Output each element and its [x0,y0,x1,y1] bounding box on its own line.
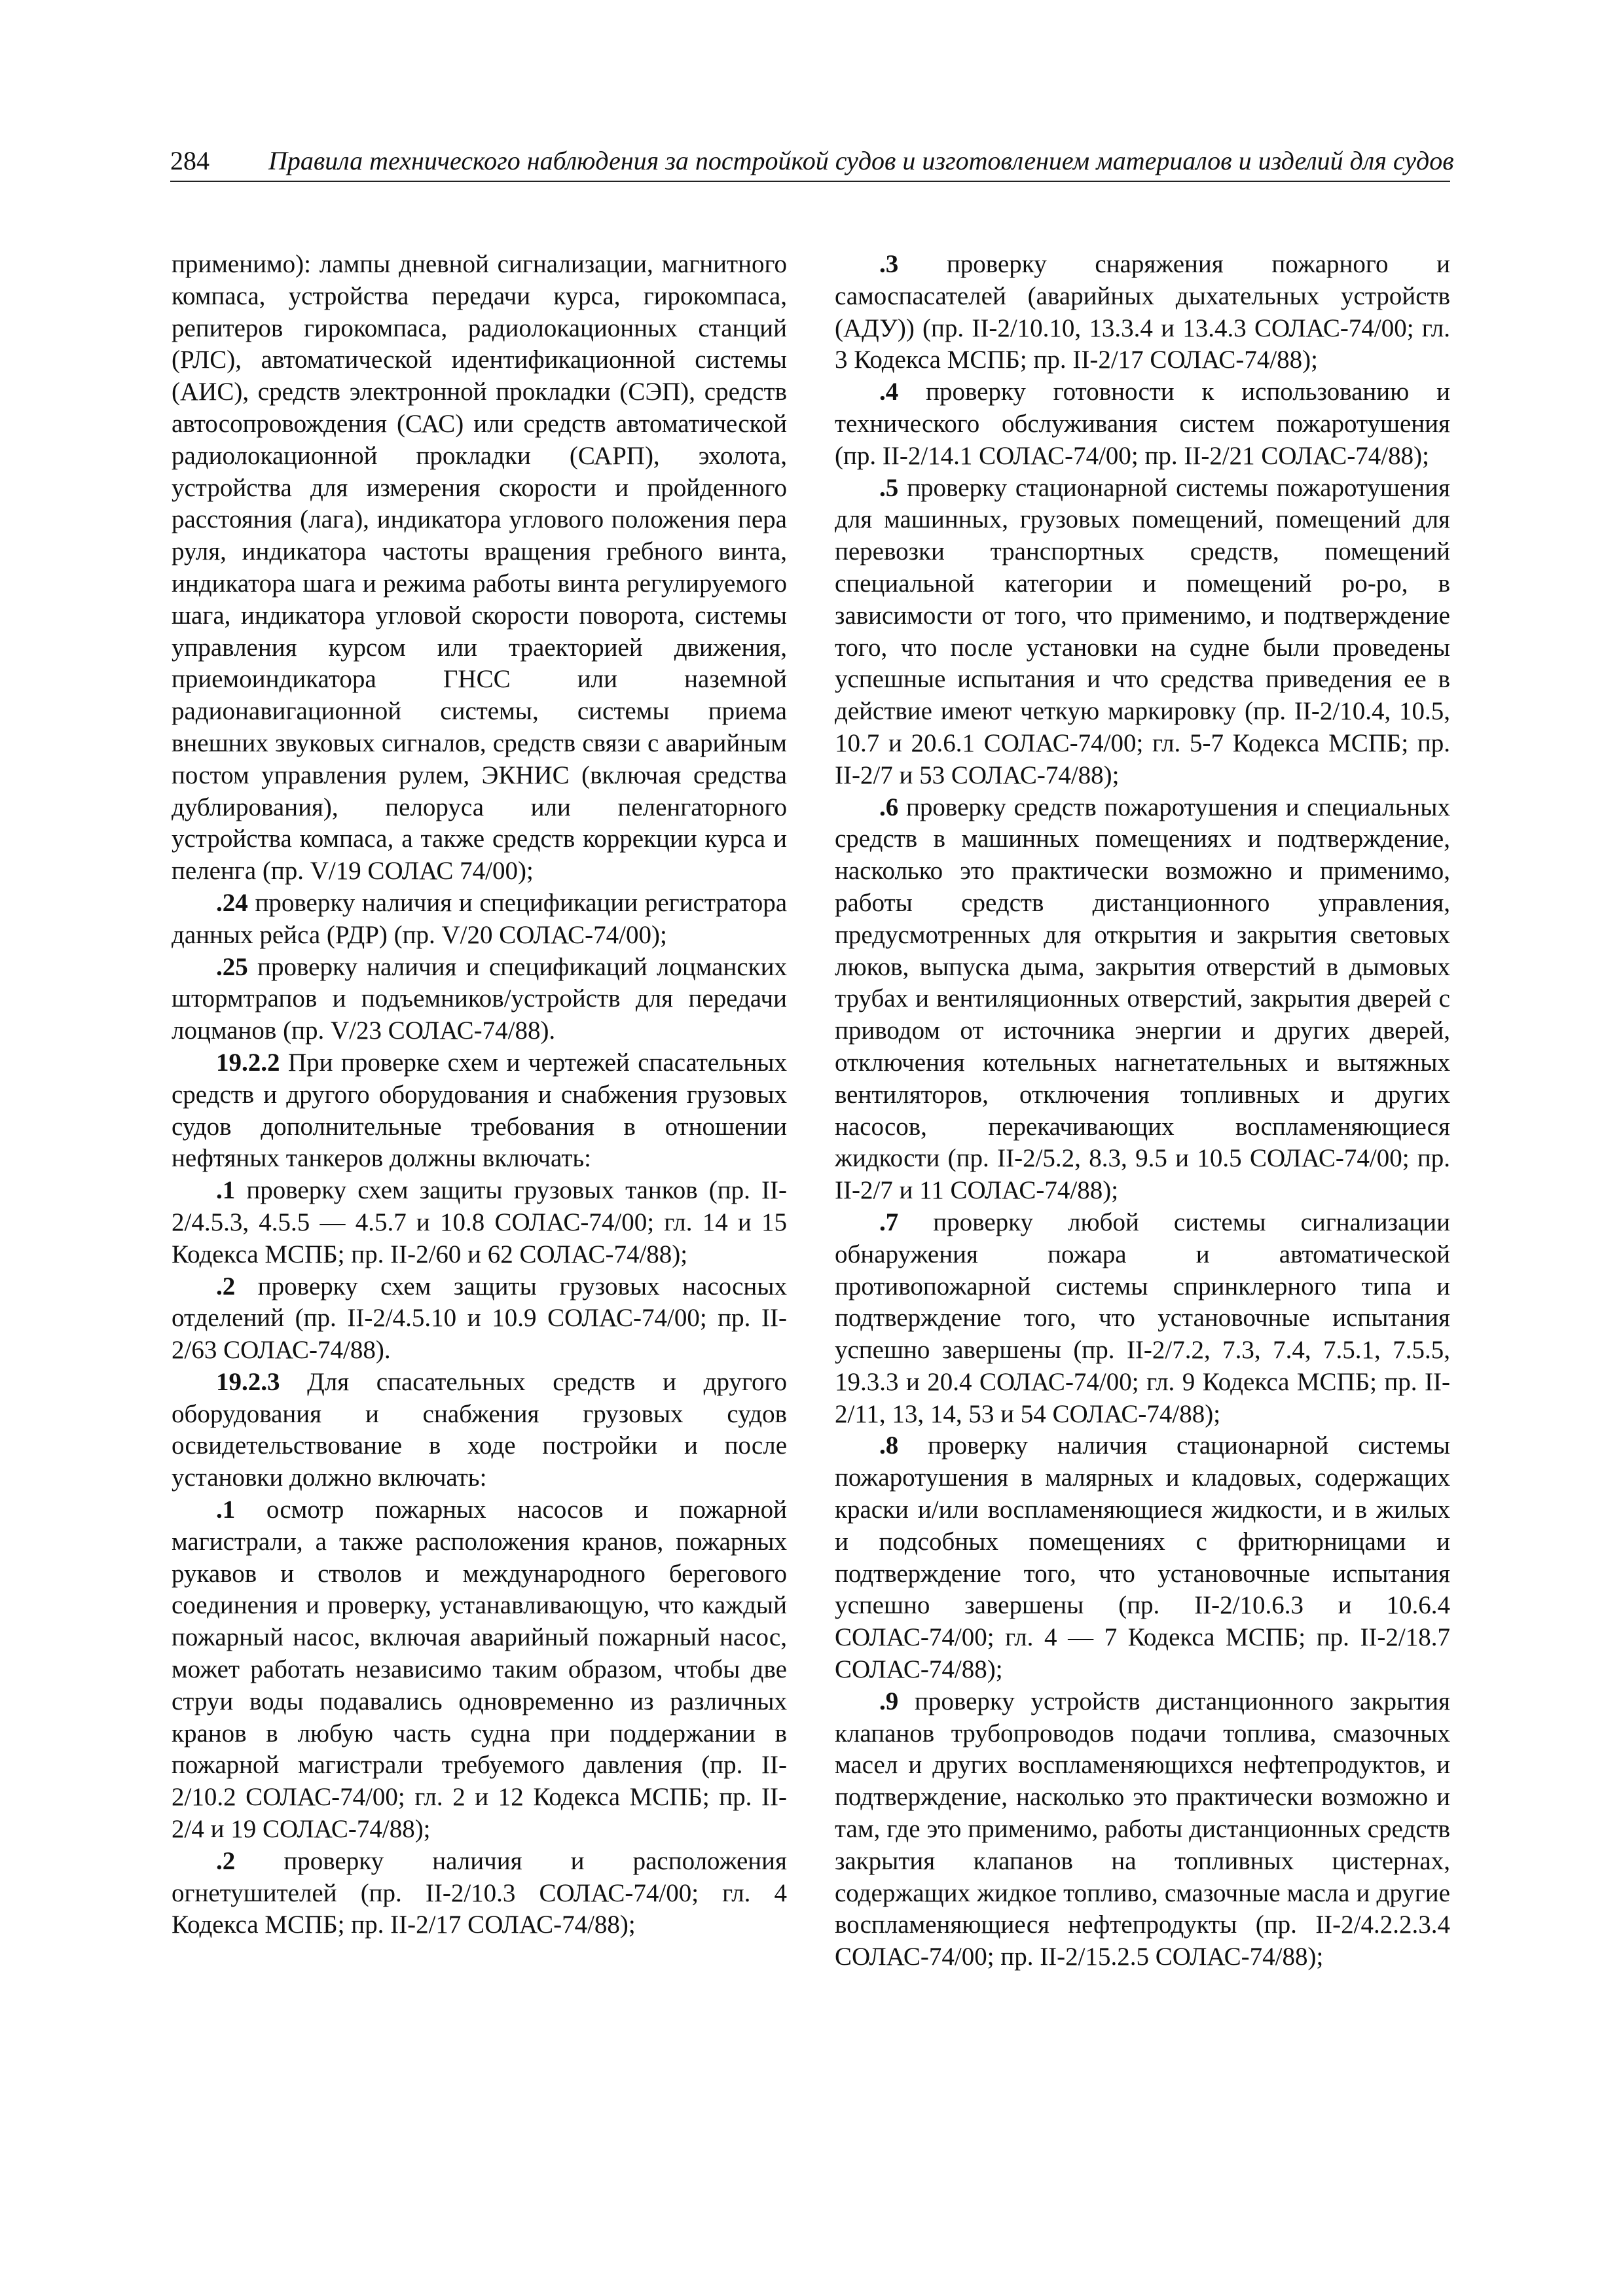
item-number: .9 [879,1687,899,1715]
paragraph [172,1494,787,1846]
paragraph [172,1271,787,1367]
paragraph-text: проверку средств пожаротушения и специальных средств в машинных помещениях и подтверждение, насколько это практически возможно и применимо, работы средств дистанционного управления, предусмотренных для открытия и закрытия световых люков, выпуска дыма, закрытия отверстий в дымовых трубах и вентиляционных отверстий, закрытия дверей с приводом от источника энергии и других дверей, отключения котельных нагнетательных и вытяжных вентиляторов, отключения топливных и других насосов, перекачивающих воспламеняющиеся жидкости (пр. II-2/5.2, 8.3, 9.5 и 10.5 СОЛАС-74/00; пр. II-2/7 и 11 СОЛАС-74/88); [835,793,1450,1205]
item-number: .1 [216,1496,236,1524]
item-number: .4 [879,378,899,406]
page-number: 284 [170,146,210,175]
left-column [172,249,787,1941]
paragraph [172,888,787,952]
item-number: .25 [216,952,248,981]
item-number: .5 [879,473,899,502]
item-number: .6 [879,793,899,821]
paragraph [835,1430,1450,1685]
section-number: 19.2.3 [216,1367,280,1396]
item-number: .3 [879,250,899,278]
paragraph [835,792,1450,1207]
paragraph-text: проверку наличия и спецификаций лоцманских штормтрапов и подъемников/устройств для передачи лоцманов (пр. V/23 СОЛАС-74/88). [172,952,787,1045]
paragraph [172,1367,787,1494]
section-number: 19.2.2 [216,1048,280,1077]
item-number: .8 [879,1431,899,1460]
paragraph-text: проверку стационарной системы пожаротушения для машинных, грузовых помещений, помещений для перевозки транспортных средств, помещений специальной категории и помещений ро-ро, в зависимости от того, что применимо, и подтверждение того, что после установки на судне были проведены успешные испытания и что средства приведения ее в действие имеют четкую маркировку (пр. II-2/10.4, 10.5, 10.7 и 20.6.1 СОЛАС-74/00; гл. 5-7 Кодекса МСПБ; пр. II-2/7 и 53 СОЛАС-74/88); [835,473,1450,789]
paragraph [835,249,1450,376]
item-number: .2 [216,1272,236,1300]
paragraph-text: проверку любой системы сигнализации обнаружения пожара и автоматической противопожарной системы спринклерного типа и подтверждение того, что установочные испытания успешно завершены (пр. II-2/7.2, 7.3, 7.4, 7.5.1, 7.5.5, 19.3.3 и 20.4 СОЛАС-74/00; гл. 9 Кодекса МСПБ; пр. II-2/11, 13, 14, 53 и 54 СОЛАС-74/88); [835,1208,1450,1428]
right-column [835,249,1450,1973]
paragraph-text: проверку наличия стационарной системы пожаротушения в малярных и кладовых, содержащих краски и/или воспламеняющиеся жидкости, и в жилых и подсобных помещениях с фритюрницами и подтверждение того, что установочные испытания успешно завершены (пр. II-2/10.6.3 и 10.6.4 СОЛАС-74/00; гл. 4 — 7 Кодекса МСПБ; пр. II-2/18.7 СОЛАС-74/88); [835,1431,1450,1684]
paragraph-text: проверку схем защиты грузовых насосных отделений (пр. II-2/4.5.10 и 10.9 СОЛАС-74/00; пр. II-2/63 СОЛАС-74/88). [172,1272,787,1365]
running-title: Правила технического наблюдения за постройкой судов и изготовлением материалов и изделий для судов [268,146,1454,175]
paragraph [172,1047,787,1175]
paragraph-text: проверку снаряжения пожарного и самоспасателей (аварийных дыхательных устройств (АДУ)) (пр. II-2/10.10, 13.3.4 и 13.4.3 СОЛАС-74/00; гл. 3 Кодекса МСПБ; пр. II-2/17 СОЛАС-74/88); [835,250,1450,374]
paragraph-text: проверку наличия и расположения огнетушителей (пр. II-2/10.3 СОЛАС-74/00; гл. 4 Кодекса МСПБ; пр. II-2/17 СОЛАС-74/88); [172,1846,787,1939]
item-number: .1 [216,1176,236,1205]
paragraph-text: проверку готовности к использованию и технического обслуживания систем пожаротушения (пр. II-2/14.1 СОЛАС-74/00; пр. II-2/21 СОЛАС-74/88); [835,378,1450,470]
paragraph [835,473,1450,792]
paragraph-text: применимо): лампы дневной сигнализации, магнитного компаса, устройства передачи курса, гирокомпаса, репитеров гирокомпаса, радиолокационных станций (РЛС), автоматической идентификационной системы (АИС), средств электронной прокладки (СЭП), средств автосопровождения (САС) или средств автоматической радиолокационной прокладки (САРП), эхолота, устройства для измерения скорости и пройденного расстояния (лага), индикатора углового положения пера руля, индикатора частоты вращения гребного винта, индикатора шага и режима работы винта регулируемого шага, индикатора угловой скорости поворота, системы управления курсом или траекторией движения, приемоиндикатора ГНСС или наземной радионавигационной системы, системы приема внешних звуковых сигналов, средств связи с аварийным постом управления рулем, ЭКНИС (включая средства дублирования), пелоруса или пеленгаторного устройства компаса, а также средств коррекции курса и пеленга (пр. V/19 СОЛАС 74/00); [172,250,787,886]
paragraph-text: проверку устройств дистанционного закрытия клапанов трубопроводов подачи топлива, смазочных масел и других воспламеняющихся нефтепродуктов, и подтверждение, насколько это практически возможно и там, где это применимо, работы дистанционных средств закрытия клапанов на топливных цистернах, содержащих жидкое топливо, смазочные масла и другие воспламеняющиеся нефтепродукты (пр. II-2/4.2.2.3.4 СОЛАС-74/00; пр. II-2/15.2.5 СОЛАС-74/88); [835,1687,1450,1971]
paragraph-text: Для спасательных средств и другого оборудования и снабжения грузовых судов освидетельствование в ходе постройки и после установки должно включать: [172,1367,787,1492]
paragraph [172,1175,787,1270]
paragraph [835,376,1450,472]
item-number: .2 [216,1846,236,1875]
paragraph [835,1686,1450,1973]
paragraph [835,1207,1450,1431]
paragraph-text: При проверке схем и чертежей спасательных средств и другого оборудования и снабжения грузовых судов дополнительные требования в отношении нефтяных танкеров должны включать: [172,1048,787,1173]
paragraph [172,952,787,1047]
paragraph-text: осмотр пожарных насосов и пожарной магистрали, а также расположения кранов, пожарных рукавов и стволов и международного берегового соединения и проверку, устанавливающую, что каждый пожарный насос, включая аварийный пожарный насос, может работать независимо таким образом, чтобы две струи воды подавались одновременно из различных кранов в любую часть судна при поддержании в пожарной магистрали требуемого давления (пр. II-2/10.2 СОЛАС-74/00; гл. 2 и 12 Кодекса МСПБ; пр. II-2/4 и 19 СОЛАС-74/88); [172,1496,787,1844]
item-number: .24 [216,888,248,917]
item-number: .7 [879,1208,899,1236]
paragraph [172,1846,787,1941]
paragraph [172,249,787,888]
page-header [170,143,1454,182]
paragraph-text: проверку наличия и спецификации регистратора данных рейса (РДР) (пр. V/20 СОЛАС-74/00); [172,888,787,949]
paragraph-text: проверку схем защиты грузовых танков (пр. II-2/4.5.3, 4.5.5 — 4.5.7 и 10.8 СОЛАС-74/00; гл. 14 и 15 Кодекса МСПБ; пр. II-2/60 и 62 СОЛАС-74/88); [172,1176,787,1268]
